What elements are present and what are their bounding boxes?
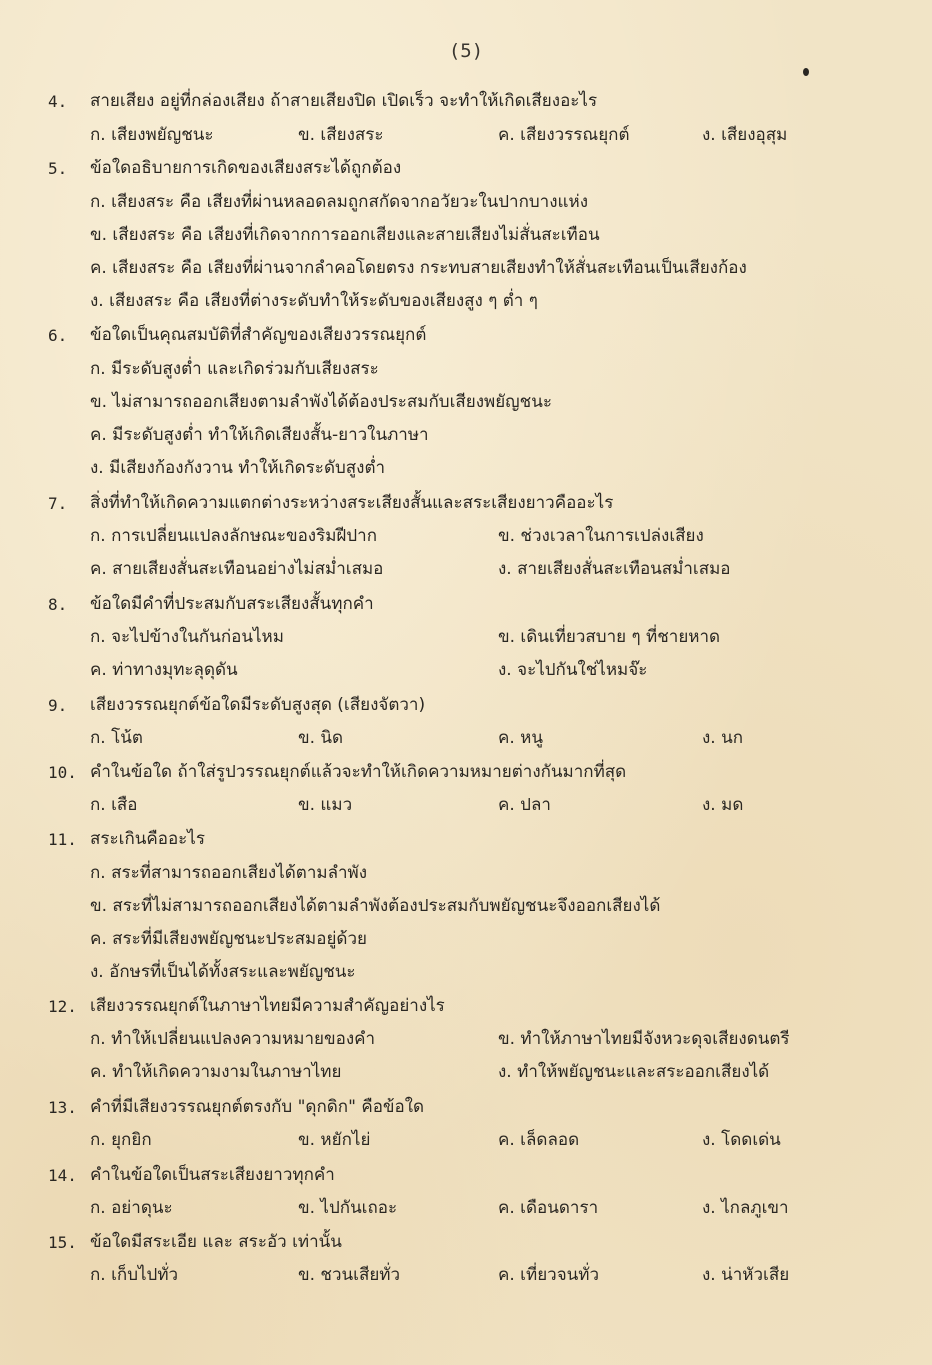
question-text: เสียงวรรณยุกต์ข้อใดมีระดับสูงสุด (เสียงจัตวา) <box>90 695 426 715</box>
option-c[interactable]: ค. เล็ดลอด <box>498 1130 580 1150</box>
option-b[interactable]: ข. เดินเที่ยวสบาย ๆ ที่ชายหาด <box>498 627 721 647</box>
question-number: 11. <box>48 830 77 849</box>
option-b[interactable]: ข. หยักไย่ <box>298 1130 371 1150</box>
option-b[interactable]: ข. ไปกันเถอะ <box>298 1198 398 1218</box>
option-c[interactable]: ค. สายเสียงสั่นสะเทือนอย่างไม่สม่ำเสมอ <box>90 559 384 579</box>
option-c[interactable]: ค. สระที่มีเสียงพยัญชนะประสมอยู่ด้วย <box>90 929 367 949</box>
option-a[interactable]: ก. การเปลี่ยนแปลงลักษณะของริมฝีปาก <box>90 526 378 546</box>
question-number: 9. <box>48 696 68 715</box>
question-text: คำที่มีเสียงวรรณยุกต์ตรงกับ "ดุกดิก" คือข้อใด <box>90 1097 425 1117</box>
option-a[interactable]: ก. โน้ต <box>90 728 143 748</box>
option-c[interactable]: ค. ปลา <box>498 795 551 815</box>
option-c[interactable]: ค. เสียงวรรณยุกต์ <box>498 125 630 145</box>
option-c[interactable]: ค. ทำให้เกิดความงามในภาษาไทย <box>90 1062 342 1082</box>
question-text: ข้อใดมีสระเอีย และ สระอัว เท่านั้น <box>90 1232 342 1252</box>
option-a[interactable]: ก. ทำให้เปลี่ยนแปลงความหมายของคำ <box>90 1029 376 1049</box>
question-text: สิ่งที่ทำให้เกิดความแตกต่างระหว่างสระเสียงสั้นและสระเสียงยาวคืออะไร <box>90 493 614 513</box>
question-text: ข้อใดมีคำที่ประสมกับสระเสียงสั้นทุกคำ <box>90 594 374 614</box>
page-number: (5) <box>448 40 484 62</box>
option-d[interactable]: ง. อักษรที่เป็นได้ทั้งสระและพยัญชนะ <box>90 962 356 982</box>
option-b[interactable]: ข. ชวนเสียทั่ว <box>298 1265 401 1285</box>
option-b[interactable]: ข. เสียงสระ คือ เสียงที่เกิดจากการออกเสียงและสายเสียงไม่สั่นสะเทือน <box>90 225 600 245</box>
question-text: เสียงวรรณยุกต์ในภาษาไทยมีความสำคัญอย่างไร <box>90 996 445 1016</box>
option-d[interactable]: ง. น่าหัวเสีย <box>702 1265 790 1285</box>
question-number: 14. <box>48 1166 77 1185</box>
question-number: 8. <box>48 595 68 614</box>
option-b[interactable]: ข. แมว <box>298 795 353 815</box>
option-a[interactable]: ก. มีระดับสูงต่ำ และเกิดร่วมกับเสียงสระ <box>90 359 379 379</box>
option-b[interactable]: ข. สระที่ไม่สามารถออกเสียงได้ตามลำพังต้องประสมกับพยัญชนะจึงออกเสียงได้ <box>90 896 661 916</box>
question-text: สายเสียง อยู่ที่กล่องเสียง ถ้าสายเสียงปิด เปิดเร็ว จะทำให้เกิดเสียงอะไร <box>90 91 598 111</box>
question-text: สระเกินคืออะไร <box>90 829 205 849</box>
option-b[interactable]: ข. ไม่สามารถออกเสียงตามลำพังได้ต้องประสมกับเสียงพยัญชนะ <box>90 392 552 412</box>
option-d[interactable]: ง. ทำให้พยัญชนะและสระออกเสียงได้ <box>498 1062 770 1082</box>
option-d[interactable]: ง. เสียงสระ คือ เสียงที่ต่างระดับทำให้ระดับของเสียงสูง ๆ ต่ำ ๆ <box>90 291 538 311</box>
option-c[interactable]: ค. เสียงสระ คือ เสียงที่ผ่านจากลำคอโดยตรง กระทบสายเสียงทำให้สั่นสะเทือนเป็นเสียงก้อง <box>90 258 747 278</box>
ink-dot <box>803 68 809 76</box>
question-number: 10. <box>48 763 77 782</box>
question-text: คำในข้อใด ถ้าใส่รูปวรรณยุกต์แล้วจะทำให้เกิดความหมายต่างกันมากที่สุด <box>90 762 627 782</box>
option-a[interactable]: ก. เก็บไปทั่ว <box>90 1265 179 1285</box>
question-number: 7. <box>48 494 68 513</box>
option-c[interactable]: ค. เที่ยวจนทั่ว <box>498 1265 600 1285</box>
option-a[interactable]: ก. สระที่สามารถออกเสียงได้ตามลำพัง <box>90 863 368 883</box>
option-c[interactable]: ค. ท่าทางมุทะลุดุดัน <box>90 660 238 680</box>
question-number: 15. <box>48 1233 77 1252</box>
question-text: ข้อใดอธิบายการเกิดของเสียงสระได้ถูกต้อง <box>90 158 402 178</box>
option-d[interactable]: ง. สายเสียงสั่นสะเทือนสม่ำเสมอ <box>498 559 731 579</box>
option-d[interactable]: ง. โดดเด่น <box>702 1130 781 1150</box>
option-b[interactable]: ข. ช่วงเวลาในการเปล่งเสียง <box>498 526 704 546</box>
question-number: 12. <box>48 997 77 1016</box>
option-b[interactable]: ข. นิด <box>298 728 344 748</box>
question-number: 6. <box>48 326 68 345</box>
option-b[interactable]: ข. ทำให้ภาษาไทยมีจังหวะดุจเสียงดนตรี <box>498 1029 790 1049</box>
option-d[interactable]: ง. มีเสียงก้องกังวาน ทำให้เกิดระดับสูงต่ำ <box>90 458 386 478</box>
option-d[interactable]: ง. ไกลภูเขา <box>702 1198 789 1218</box>
option-a[interactable]: ก. เสียงสระ คือ เสียงที่ผ่านหลอดลมถูกสกัดจากอวัยวะในปากบางแห่ง <box>90 192 588 212</box>
option-d[interactable]: ง. เสียงอุสุม <box>702 125 788 145</box>
option-a[interactable]: ก. จะไปข้างในกันก่อนไหม <box>90 627 284 647</box>
option-a[interactable]: ก. ยุกยิก <box>90 1130 152 1150</box>
option-c[interactable]: ค. เดือนดารา <box>498 1198 599 1218</box>
option-a[interactable]: ก. เสือ <box>90 795 138 815</box>
question-text: ข้อใดเป็นคุณสมบัติที่สำคัญของเสียงวรรณยุกต์ <box>90 325 427 345</box>
question-number: 13. <box>48 1098 77 1117</box>
question-number: 4. <box>48 92 68 111</box>
question-text: คำในข้อใดเป็นสระเสียงยาวทุกคำ <box>90 1165 335 1185</box>
option-d[interactable]: ง. นก <box>702 728 744 748</box>
option-a[interactable]: ก. เสียงพยัญชนะ <box>90 125 214 145</box>
option-b[interactable]: ข. เสียงสระ <box>298 125 384 145</box>
option-c[interactable]: ค. หนู <box>498 728 544 748</box>
option-c[interactable]: ค. มีระดับสูงต่ำ ทำให้เกิดเสียงสั้น-ยาวในภาษา <box>90 425 429 445</box>
option-a[interactable]: ก. อย่าดุนะ <box>90 1198 173 1218</box>
question-number: 5. <box>48 159 68 178</box>
option-d[interactable]: ง. จะไปกันใช่ไหมจ๊ะ <box>498 660 648 680</box>
option-d[interactable]: ง. มด <box>702 795 744 815</box>
